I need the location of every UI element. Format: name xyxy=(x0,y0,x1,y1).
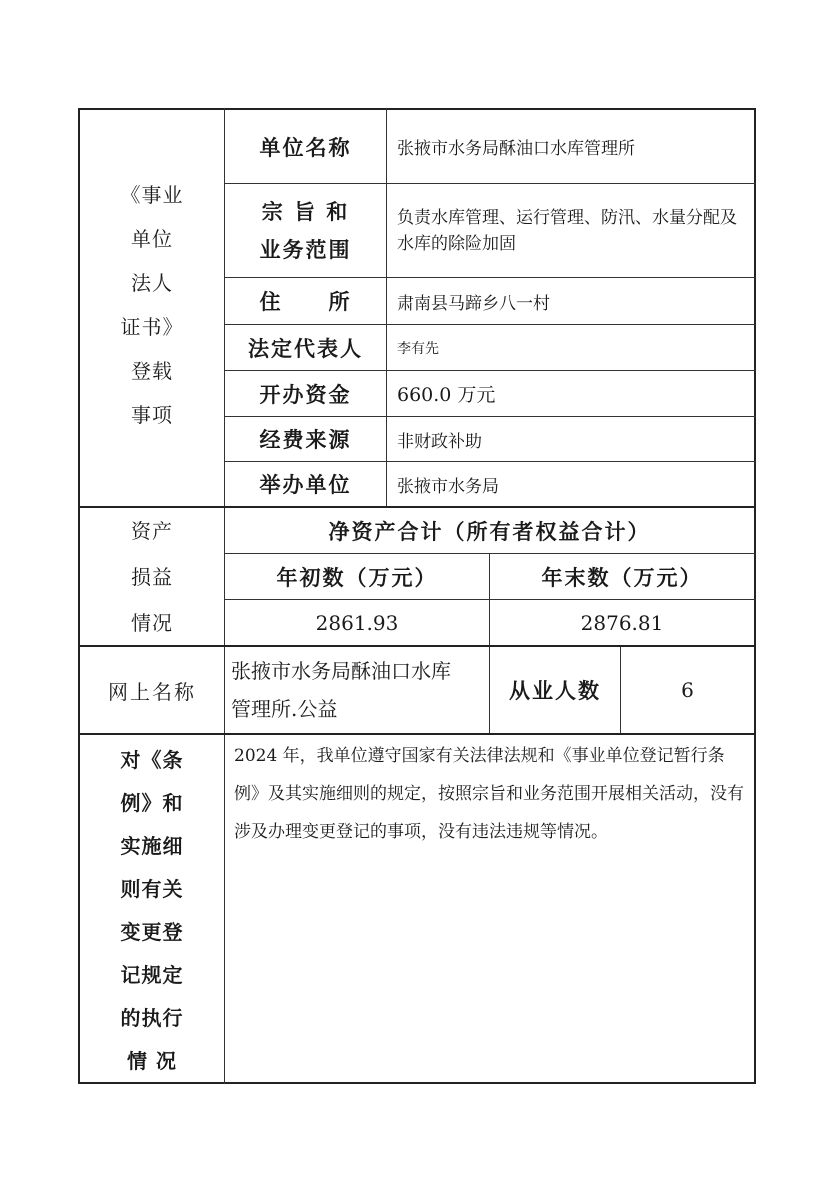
header-line: 登载 xyxy=(131,359,173,383)
purpose-scope-label xyxy=(225,184,386,277)
header-line: 事项 xyxy=(131,403,173,427)
compliance-statement: 2024 年，我单位遵守国家有关法律法规和《事业单位登记暂行条例》及其实施细则的规定，按照宗旨和业务范围开展相关活动，没有涉及办理变更登记的事项，没有违法违规等情况。 xyxy=(234,746,744,842)
compliance-header xyxy=(80,735,224,1082)
header-line: 资产 xyxy=(131,518,173,543)
header-line: 记规定 xyxy=(120,963,184,987)
address-label: 住 所 xyxy=(259,289,352,314)
sponsor-value: 张掖市水务局 xyxy=(397,476,499,497)
legal-representative-label: 法定代表人 xyxy=(248,335,363,361)
registered-items-header xyxy=(80,170,224,440)
header-line: 的执行 xyxy=(120,1006,184,1030)
begin-year-value: 2861.93 xyxy=(315,610,399,635)
header-line: 单位 xyxy=(131,227,173,251)
staff-count-value: 6 xyxy=(681,678,694,702)
assets-header xyxy=(80,508,224,645)
purpose-scope-value: 负责水库管理、运行管理、防汛、水量分配及水库的除险加固 xyxy=(397,207,737,254)
staff-count-label: 从业人数 xyxy=(509,678,601,703)
address-value: 肃南县马蹄乡八一村 xyxy=(397,293,550,314)
header-line: 损益 xyxy=(131,564,173,589)
begin-year-header: 年初数（万元） xyxy=(276,564,438,590)
legal-representative-value: 李有先 xyxy=(397,340,439,357)
header-line: 法人 xyxy=(131,271,173,295)
header-line: 情况 xyxy=(131,610,173,635)
online-name-line: 张掖市水务局酥油口水库 xyxy=(231,659,451,683)
header-line: 情 况 xyxy=(127,1049,177,1073)
sponsor-label: 举办单位 xyxy=(259,472,352,497)
end-year-value: 2876.81 xyxy=(580,610,664,635)
online-name-line: 管理所.公益 xyxy=(231,697,338,721)
end-year-header: 年末数（万元） xyxy=(541,564,703,590)
header-line: 证书》 xyxy=(120,315,184,339)
header-line: 实施细 xyxy=(120,834,184,858)
funding-source-label: 经费来源 xyxy=(259,427,352,452)
registered-capital-value: 660.0 万元 xyxy=(397,384,496,406)
unit-name-value: 张掖市水务局酥油口水库管理所 xyxy=(397,139,635,159)
unit-name-label: 单位名称 xyxy=(259,134,352,160)
header-line: 则有关 xyxy=(120,877,184,901)
net-assets-title: 净资产合计（所有者权益合计） xyxy=(328,518,651,544)
funding-source-value: 非财政补助 xyxy=(397,431,482,452)
online-name-value xyxy=(225,647,489,733)
header-line: 《事业 xyxy=(120,183,184,207)
online-name-label: 网上名称 xyxy=(108,679,196,704)
label-line: 业务范围 xyxy=(259,236,352,262)
label-line: 宗 旨 和 xyxy=(261,198,350,224)
header-line: 例》和 xyxy=(120,791,184,815)
registered-capital-label: 开办资金 xyxy=(259,381,352,407)
header-line: 变更登 xyxy=(120,920,184,944)
header-line: 对《条 xyxy=(120,748,184,772)
